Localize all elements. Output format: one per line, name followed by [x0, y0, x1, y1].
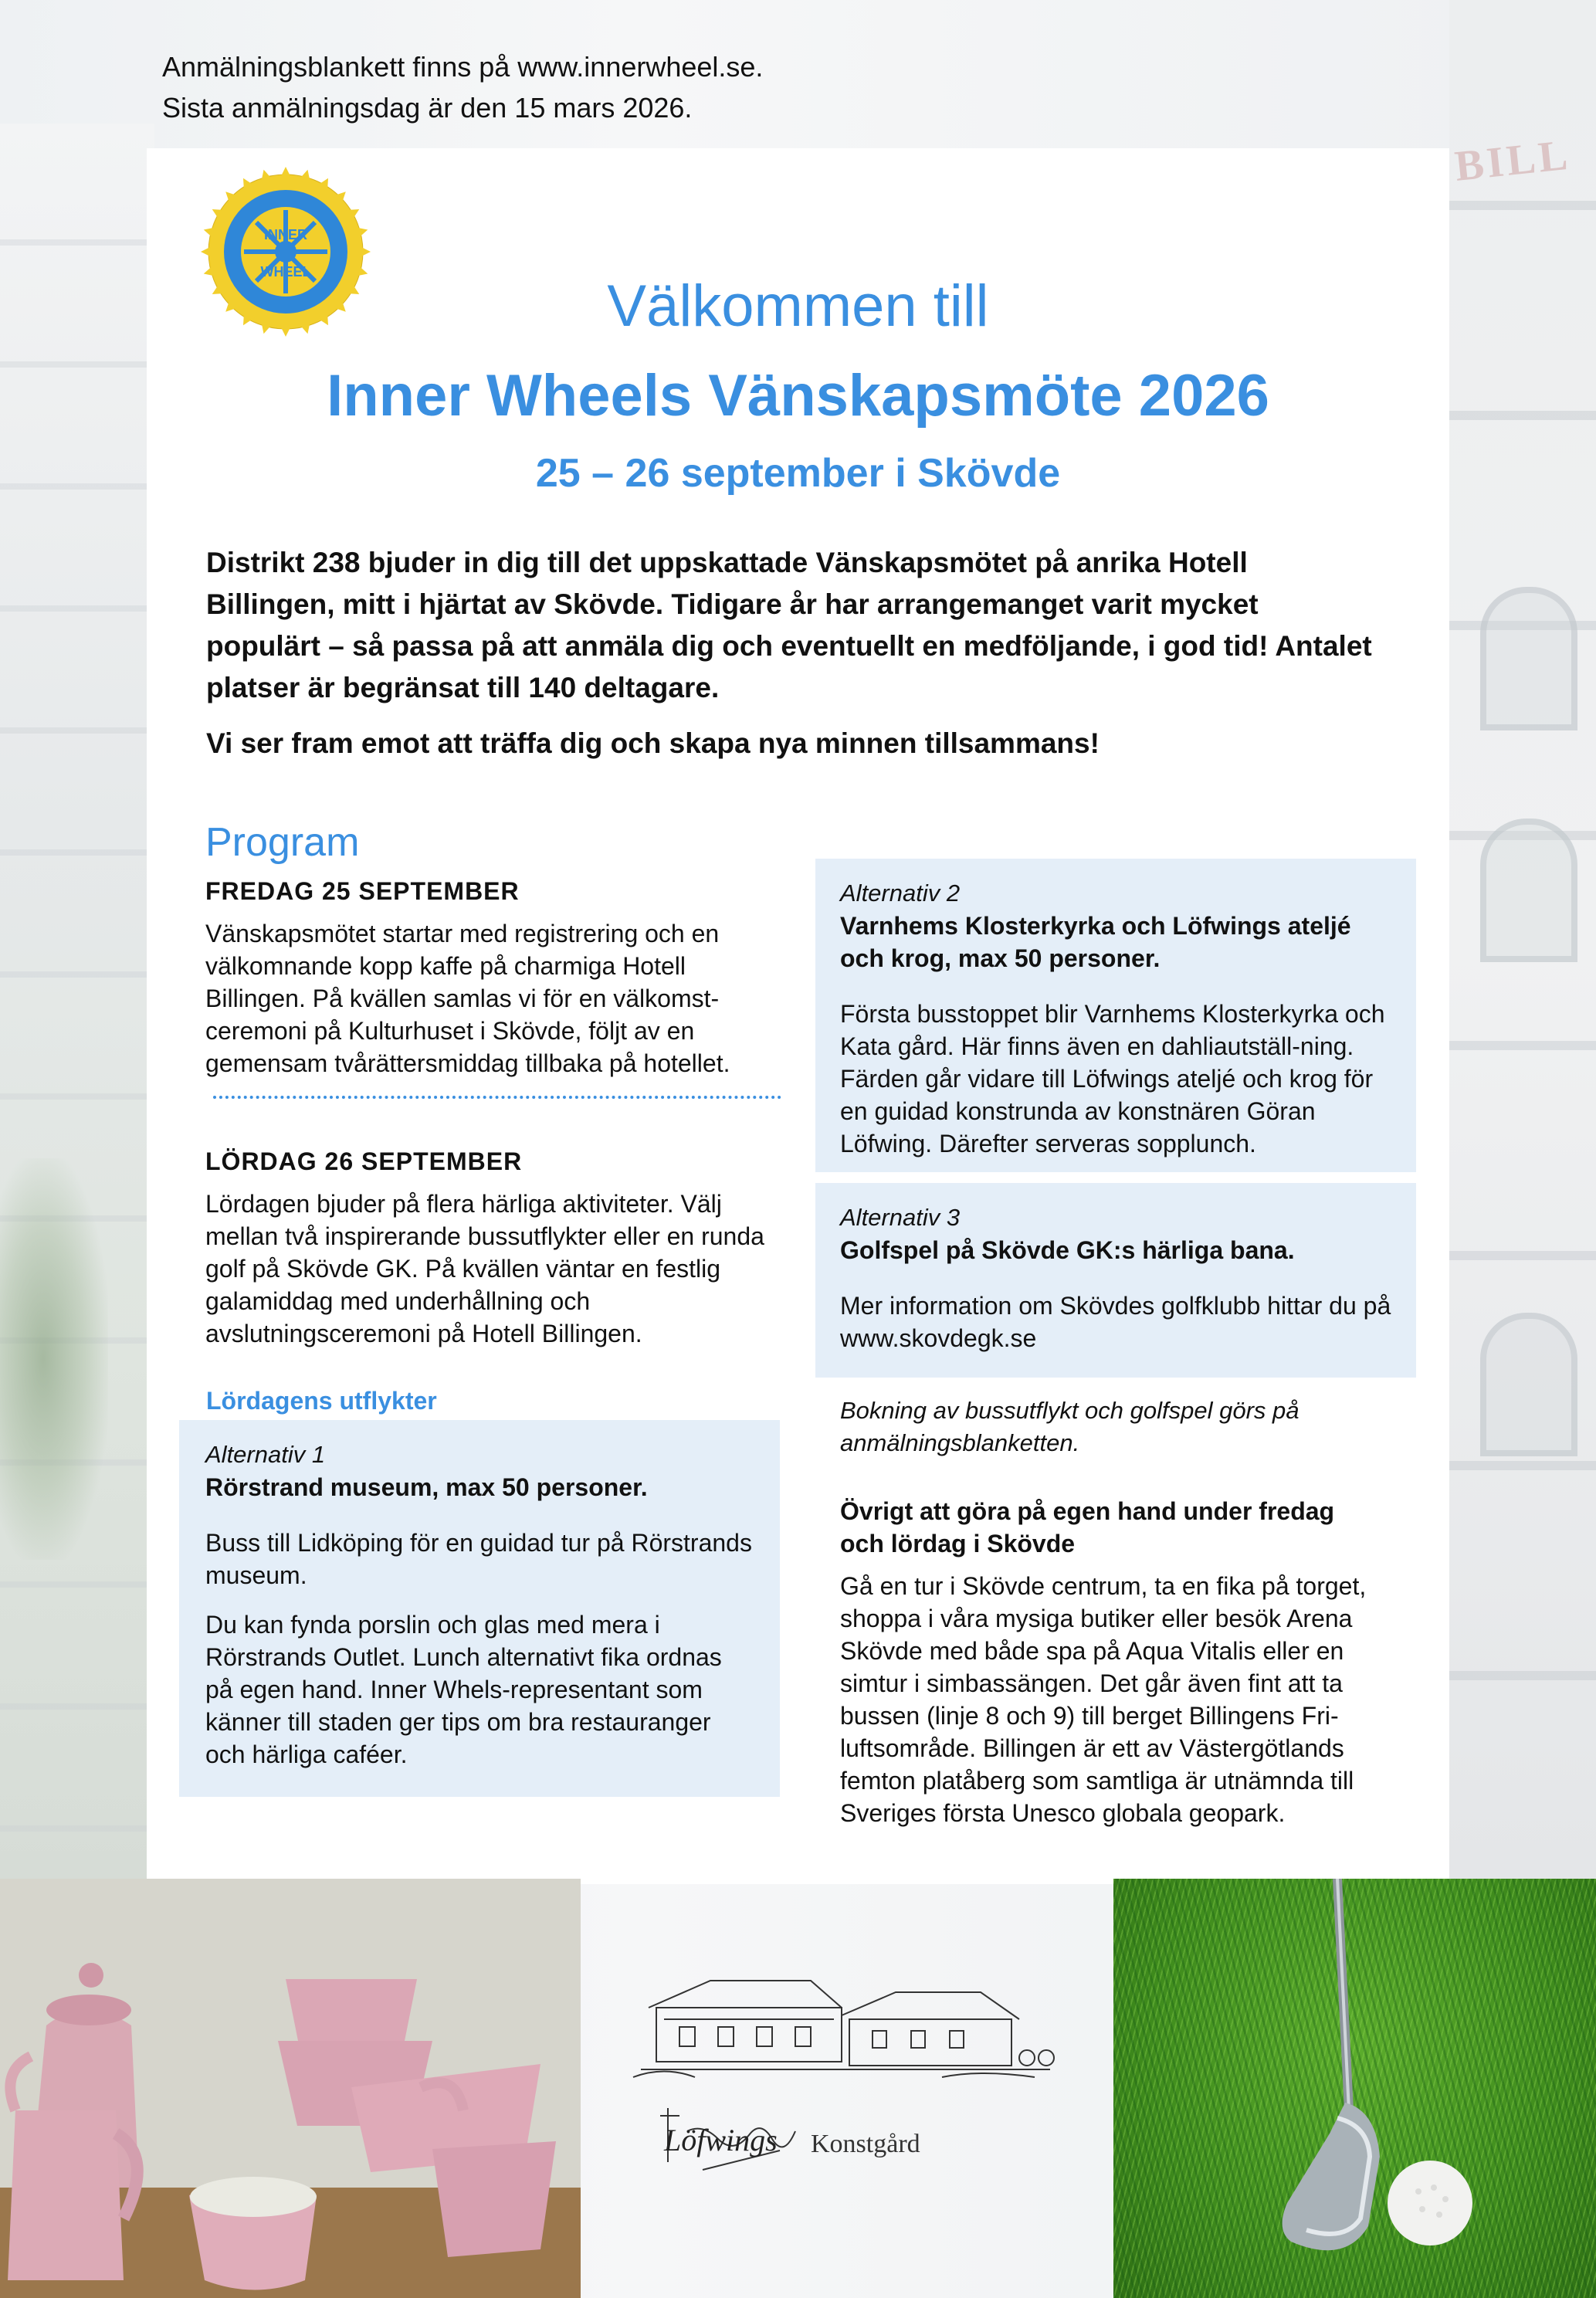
alternative-title: Golfspel på Skövde GK:s härliga bana.	[840, 1236, 1295, 1264]
event-title: Inner Wheels Vänskapsmöte 2026	[327, 363, 1269, 429]
hotel-sign-fragment: BILL	[1452, 130, 1573, 191]
alternative-label: Alternativ 2	[840, 880, 961, 907]
section-divider	[213, 1096, 781, 1099]
alternative-text: Mer information om Skövdes golfklubb hittar du på www.skovdegk.se	[840, 1292, 1391, 1352]
alternative-label: Alternativ 1	[205, 1441, 326, 1468]
background-building-right	[1449, 0, 1596, 1884]
other-activities-text: Gå en tur i Skövde centrum, ta en fika på torget, shoppa i våra mysiga butiker eller besök Arena Skövde med både spa på Aqua Vitalis eller en simtur i simbassängen. Det går även fint att ta bussen (linje 8 och 9) till berget Billingens Fri-luftsområde. Billingen är ett av Västergötlands femton platåberg som samtliga är utnämnda till Sveriges första Unesco globala geopark.	[840, 1572, 1367, 1827]
intro-paragraph: Distrikt 238 bjuder in dig till det uppskattade Vänskapsmötet på anrika Hotell Billingen, mitt i hjärtat av Skövde. Tidigare år har arrangemanget varit mycket populärt – så passa på att anmäla dig och eventuellt en medföljande, i god tid! Antalet platser är begränsat till 140 deltagare.	[206, 547, 1372, 703]
program-heading: Program	[205, 820, 360, 865]
pink-porcelain-photo	[0, 1879, 581, 2298]
background-building-left	[0, 124, 154, 1884]
excursions-title: Lördagens utflykter	[206, 1387, 437, 1415]
saturday-text: Lördagen bjuder på flera härliga aktiviteter. Välj mellan två inspirerande bussutflykter eller en runda golf på Skövde GK. På kvällen väntar en festlig galamiddag med underhållning och avslutningsceremoni på Hotell Billingen.	[205, 1190, 764, 1347]
other-activities-title: Övrigt att göra på egen hand under fredag och lördag i Skövde	[840, 1497, 1335, 1557]
alternative-2-box	[815, 859, 1416, 1172]
alternative-text: Första busstoppet blir Varnhems Klosterkyrka och Kata gård. Här finns även en dahliautställ-ning. Färden går vidare till Löfwings ateljé och krog för en guidad konstrunda av konstnären Göran Löfwing. Därefter serveras sopplunch.	[840, 1000, 1385, 1157]
intro-section	[206, 542, 1372, 764]
alternative-text: Du kan fynda porslin och glas med mera i Rörstrands Outlet. Lunch alternativt fika ordnas på egen hand. Inner Whels-representant som känner till staden ger tips om bra restauranger och härliga caféer.	[205, 1611, 722, 1768]
window-decor	[1480, 819, 1577, 962]
intro-closing: Vi ser fram emot att träffa dig och skapa nya minnen tillsammans!	[206, 727, 1100, 759]
alternative-title: Rörstrand museum, max 50 personer.	[205, 1473, 648, 1501]
friday-title: FREDAG 25 SEPTEMBER	[205, 877, 520, 905]
alternative-title: Varnhems Klosterkyrka och Löfwings ateljé och krog, max 50 personer.	[840, 912, 1351, 972]
background-tree	[0, 1158, 108, 1560]
alternative-1-box	[179, 1420, 780, 1797]
logo-text-bottom: WHEEL	[260, 264, 311, 280]
registration-form-line: Anmälningsblankett finns på www.innerwheel.se.	[162, 51, 764, 83]
saturday-title: LÖRDAG 26 SEPTEMBER	[205, 1147, 523, 1175]
booking-note: Bokning av bussutflykt och golfspel görs på anmälningsblanketten.	[840, 1397, 1300, 1456]
deadline-line: Sista anmälningsdag är den 15 mars 2026.	[162, 92, 693, 124]
welcome-heading: Välkommen till	[607, 273, 989, 339]
golf-club-and-ball-photo	[1113, 1879, 1596, 2298]
window-decor	[1480, 587, 1577, 730]
alternative-3-box	[815, 1183, 1416, 1378]
alternative-text: Buss till Lidköping för en guidad tur på Rörstrands museum.	[205, 1529, 752, 1589]
friday-text: Vänskapsmötet startar med registrering och en välkomnande kopp kaffe på charmiga Hotell Billingen. På kvällen samlas vi för en välkomst-ceremoni på Kulturhuset i Skövde, följt av en gemensam tvårättersmiddag tillbaka på hotellet.	[205, 920, 730, 1077]
event-dates: 25 – 26 september i Skövde	[535, 451, 1061, 496]
logo-text-top: INNER	[263, 227, 308, 242]
konstgard-label: Konstgård	[811, 2130, 920, 2158]
alternative-label: Alternativ 3	[840, 1204, 961, 1231]
registration-note	[162, 46, 763, 128]
window-decor	[1480, 1313, 1577, 1456]
lofwings-signature: Löfwings	[664, 2123, 778, 2157]
